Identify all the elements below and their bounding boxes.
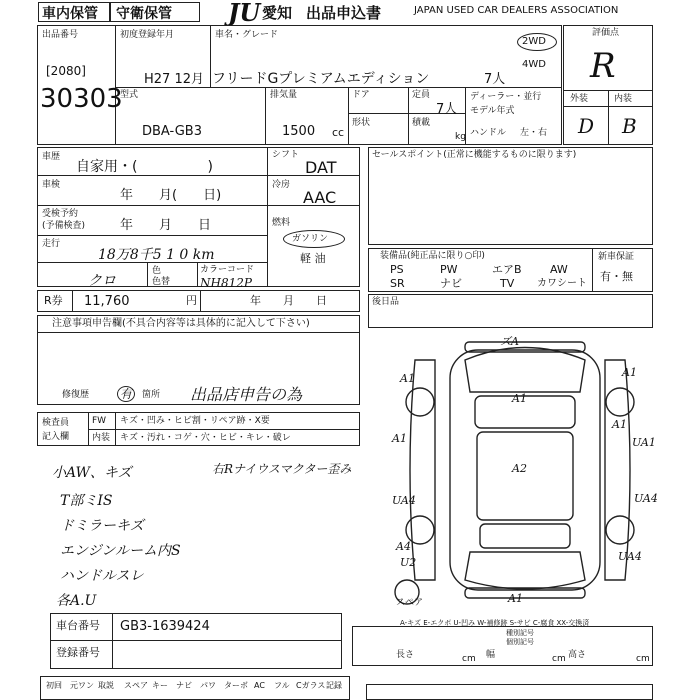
inspector-int-label: 内装	[92, 433, 111, 443]
bottom-check-item: ターボ	[224, 681, 248, 690]
repair-value: 有	[120, 387, 133, 401]
interior-label: 内装	[614, 94, 633, 104]
handwritten-note: ハンドルスレ	[60, 568, 144, 584]
damage-mark: UA1	[632, 436, 656, 449]
bottom-check-item: AC	[254, 681, 265, 690]
chassis-value: GB3-1639424	[120, 619, 210, 634]
registration-label: 登録番号	[56, 646, 100, 659]
interior-value: B	[622, 114, 637, 138]
type-label: 型式	[120, 90, 139, 100]
association-name: JAPAN USED CAR DEALERS ASSOCIATION	[414, 5, 619, 16]
equipment-leather: カワシート	[537, 278, 587, 289]
rating-label: 評価点	[592, 28, 620, 38]
usage-label: 車歴	[42, 152, 61, 162]
dimensions-box	[352, 626, 653, 666]
capacity-value: 7人	[436, 102, 458, 117]
dealer-label: ディーラー・並行	[470, 92, 542, 102]
bottom-check-item: キー	[152, 681, 168, 690]
handwritten-note: エンジンルーム内S	[60, 543, 181, 559]
damage-mark: A1	[392, 432, 407, 445]
ac-label: 冷房	[272, 180, 291, 190]
equipment-pw: PW	[440, 263, 458, 276]
bottom-check-item: スペア	[124, 681, 148, 690]
equipment-aw: AW	[550, 263, 568, 276]
equipment-ps: PS	[390, 263, 404, 276]
color-value: クロ	[88, 273, 116, 289]
bottom-check-item: ナビ	[176, 681, 192, 690]
lot-label: 出品番号	[42, 30, 79, 40]
fuel-diesel: 軽 油	[300, 252, 326, 265]
bottom-right-box	[366, 684, 653, 700]
height-unit: cm	[636, 654, 650, 664]
reception-label: 受検予約	[42, 209, 79, 219]
bottom-check-item: 元ワン	[70, 681, 94, 690]
width-unit: cm	[552, 654, 566, 664]
handwritten-note: 各A.U	[56, 593, 97, 609]
handle-value: 左・右	[520, 128, 548, 138]
handwritten-note: ドミラーキズ	[60, 518, 144, 534]
damage-mark: U2	[400, 556, 417, 569]
handwritten-note: T部ミIS	[60, 493, 113, 509]
form-title: 出品申込書	[306, 4, 382, 22]
type-value: DBA-GB3	[142, 124, 202, 139]
wheel-front-left	[406, 388, 434, 416]
recycle-label: R券	[44, 294, 63, 307]
damage-mark: A1	[612, 418, 627, 431]
dimensions-title-1: 種別記号	[506, 629, 534, 637]
load-unit: kg	[455, 132, 466, 142]
damage-mark: A1	[400, 372, 415, 385]
color-change-label: 色替	[152, 277, 171, 287]
damage-mark: A1	[512, 392, 527, 405]
tag-interior-storage-text: 車内保管	[42, 6, 98, 22]
equipment-navi: ナビ	[440, 277, 462, 290]
displacement-label: 排気量	[270, 90, 298, 100]
equipment-airbag: エアB	[492, 263, 522, 276]
damage-mark: A1	[508, 592, 523, 605]
bottom-check-item: フル	[274, 681, 290, 690]
model-grade-label: 車名・グレード	[215, 30, 279, 40]
recycle-expiry: 年 月 日	[250, 294, 327, 307]
new-car-warranty-label: 新車保証	[598, 252, 635, 262]
equipment-title: 装備品(純正品に限り○印)	[380, 251, 485, 261]
damage-mark: UA4	[634, 492, 658, 505]
car-rear-window	[480, 524, 570, 548]
lot-sub-number: [2080]	[46, 64, 86, 78]
displacement-unit: cc	[332, 126, 345, 139]
wheel-front-right	[606, 388, 634, 416]
door-label: ドア	[352, 90, 370, 100]
rear-box	[368, 294, 653, 328]
inspector-label-1: 検査員	[42, 418, 70, 428]
lot-number: 30303	[40, 84, 123, 114]
damage-mark: ズA	[500, 335, 519, 348]
damage-mark: UA4	[392, 494, 416, 507]
bottom-check-item: 記録	[326, 681, 342, 690]
damage-mark: A2	[512, 462, 527, 475]
new-car-warranty-value: 有・無	[600, 270, 633, 283]
equipment-tv: TV	[500, 277, 515, 290]
mileage-value: 18万8千5 1 0 km	[98, 247, 215, 263]
fuel-label: 燃料	[272, 218, 291, 228]
inspector-fw-label: FW	[92, 416, 107, 426]
bottom-check-item: Cガラス	[296, 681, 326, 690]
chassis-label: 車台番号	[56, 619, 100, 632]
handwritten-note: 小AW、キズ	[52, 465, 132, 481]
repair-place-label: 箇所	[142, 390, 161, 400]
spare-label: スペア	[396, 598, 424, 608]
rear-label: 後日品	[372, 297, 400, 307]
inspector-int-items: キズ・汚れ・コゲ・穴・ヒビ・キレ・破レ	[120, 433, 291, 443]
inspection-label: 車検	[42, 180, 61, 190]
shape-label: 形状	[352, 118, 371, 128]
exterior-value: D	[578, 114, 595, 138]
height-label: 高さ	[568, 650, 587, 660]
sales-point-label: セールスポイント(正常に機能するものに限ります)	[372, 150, 577, 160]
displacement-value: 1500	[282, 124, 316, 139]
wheel-rear-right	[606, 516, 634, 544]
model-year-label: モデル年式	[470, 106, 515, 116]
reception-sub: (予備検査)	[42, 221, 86, 231]
drive-2wd: 2WD	[522, 36, 546, 47]
recycle-unit: 円	[186, 294, 197, 307]
color-code-label: カラーコード	[200, 265, 255, 275]
inspection-value: 年 月( 日)	[120, 188, 222, 203]
repair-label: 修復歴	[62, 390, 90, 400]
exterior-label: 外装	[570, 94, 589, 104]
color-label: 色	[152, 266, 162, 276]
model-grade-value: フリードGプレミアムエディション	[212, 71, 430, 87]
car-roof	[477, 432, 573, 520]
first-reg-value: H27 12月	[144, 72, 204, 87]
shift-value: DAT	[305, 158, 337, 177]
bottom-check-item: 取説	[98, 681, 114, 690]
usage-value: 自家用・( )	[76, 159, 213, 175]
inspector-label-2: 記入欄	[42, 432, 70, 442]
shift-label: シフト	[272, 150, 300, 160]
sales-point-box	[368, 147, 653, 245]
reception-value: 年 月 日	[120, 218, 212, 233]
color-code-value: NH812P	[200, 276, 252, 290]
repair-place-value: 出品店申告の為	[190, 385, 303, 404]
inspector-fw-items: キズ・凹み・ヒビ割・リペア跡・X要	[120, 416, 270, 426]
capacity-label: 定員	[412, 90, 431, 100]
rating-value: R	[590, 46, 616, 86]
load-label: 積載	[412, 118, 431, 128]
bottom-check-item: 初回	[46, 681, 62, 690]
fuel-gasoline: ガソリン	[292, 234, 329, 244]
recycle-value: 11,760	[84, 294, 130, 309]
width-label: 幅	[486, 650, 496, 660]
seats-value: 7人	[484, 72, 506, 87]
bottom-check-item: パワ	[200, 681, 216, 690]
dimensions-title-2: 個別記号	[506, 638, 534, 646]
handle-label: ハンドル	[470, 128, 507, 138]
damage-mark: A1	[622, 366, 637, 379]
drive-4wd: 4WD	[522, 59, 546, 70]
car-rear-gate	[465, 552, 585, 589]
length-unit: cm	[462, 654, 476, 664]
first-reg-label: 初度登録年月	[120, 30, 175, 40]
length-label: 長さ	[396, 650, 415, 660]
notes-title: 注意事項申告欄(不具合内容等は具体的に記入して下さい)	[52, 318, 310, 329]
damage-mark: UA4	[618, 550, 642, 563]
ju-logo: JU	[228, 0, 261, 27]
damage-mark: A4	[396, 540, 411, 553]
mileage-label: 走行	[42, 239, 61, 249]
damage-legend: A-キズ E-エクボ U-凹み W-補修跡 S-サビ C-腐食 XX-交換済	[400, 619, 590, 627]
equipment-sr: SR	[390, 277, 405, 290]
handwritten-note: 右Rナイウスマクター歪み	[212, 462, 352, 476]
header-region: 愛知	[262, 4, 293, 22]
tag-guard-storage-text: 守衛保管	[116, 6, 172, 22]
car-hood	[465, 348, 585, 393]
ac-value: AAC	[303, 188, 337, 207]
